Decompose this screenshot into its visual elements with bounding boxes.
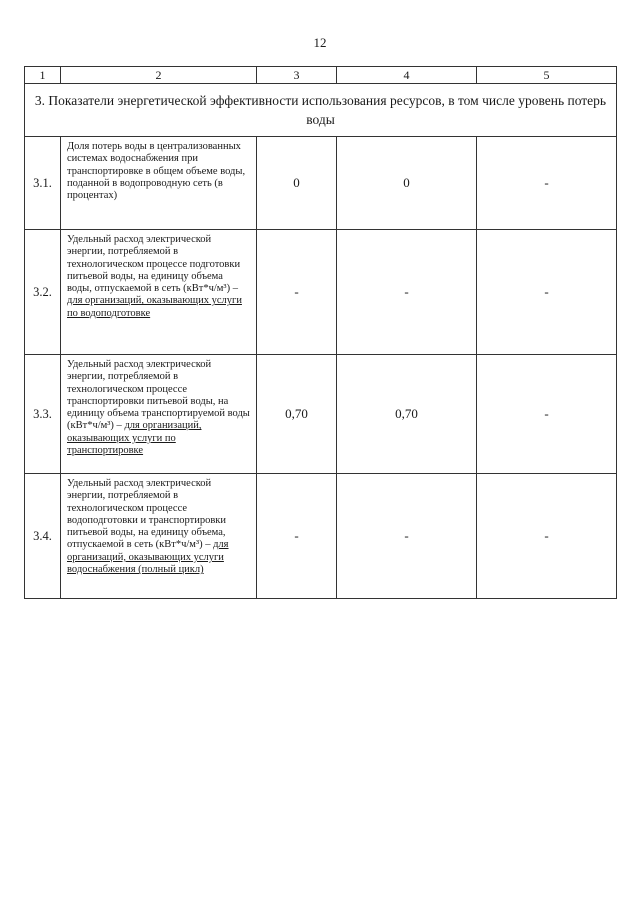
row-description [61,355,257,474]
value-col4: 0,70 [337,355,477,474]
value-col5: - [477,230,617,355]
row-number: 3.1. [25,137,61,230]
description-underlined: для организаций, оказывающих услуги водоснабжения (полный цикл) [67,539,229,576]
value-col5: - [477,137,617,230]
value-col4: - [337,230,477,355]
description-text: Удельный расход электрической энергии, потребляемой в технологическом процессе водоподготовки и транспортировки питьевой воды, на единицу объема, отпускаемой в сеть (кВт*ч/м³) – [67,478,227,551]
row-description [61,137,257,230]
description-text: Доля потерь воды в централизованных системах водоснабжения при транспортировке в общем объеме воды, поданной в водопроводную сеть (в процентах) [67,141,246,202]
column-header: 2 [61,67,257,84]
table-row [25,355,617,474]
value-col5: - [477,474,617,599]
column-header: 5 [477,67,617,84]
row-description [61,230,257,355]
description-underlined: для организаций, оказывающих услуги по транспортировке [67,420,202,457]
row-number: 3.2. [25,230,61,355]
table-row [25,137,617,230]
row-number: 3.4. [25,474,61,599]
table-row [25,230,617,355]
value-col3: - [257,474,337,599]
row-number: 3.3. [25,355,61,474]
description-text: Удельный расход электрической энергии, потребляемой в технологическом процессе подготовки питьевой воды, на единицу объема воды, отпускаемой в сеть (кВт*ч/м³) – [67,234,241,295]
value-col3: - [257,230,337,355]
column-header: 4 [337,67,477,84]
section-title: 3. Показатели энергетической эффективности использования ресурсов, в том числе уровень потерь воды [25,84,617,137]
description-underlined: для организаций, оказывающих услуги по водоподготовке [67,295,242,319]
value-col3: 0 [257,137,337,230]
row-description [61,474,257,599]
table-header-row [25,67,617,84]
value-col4: - [337,474,477,599]
section-title-row [25,84,617,137]
page-number: 12 [313,35,327,50]
column-header: 1 [25,67,61,84]
column-header: 3 [257,67,337,84]
value-col4: 0 [337,137,477,230]
description-text: Удельный расход электрической энергии, потребляемой в технологическом процессе транспортировки питьевой воды, на единицу объема транспортируемой воды (кВт*ч/м³) – [67,359,250,432]
value-col5: - [477,355,617,474]
indicators-table [24,66,617,599]
value-col3: 0,70 [257,355,337,474]
table-row [25,474,617,599]
